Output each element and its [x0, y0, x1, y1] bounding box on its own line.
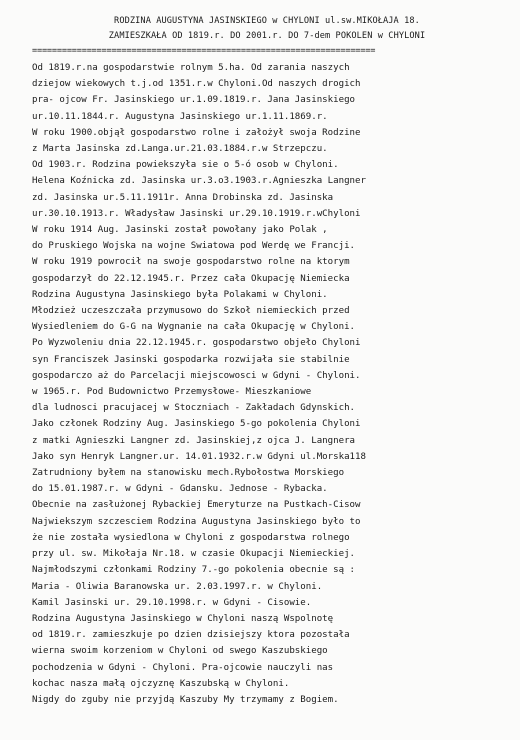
body-line: Zatrudniony byłem na stanowisku mech.Rybołostwa Morskiego [32, 468, 345, 479]
body-line: wierna swoim korzeniom w Chyloni od swego Kaszubskiego [32, 646, 328, 657]
body-line: Helena Koźnicka zd. Jasinska ur.3.o3.1903.r.Agnieszka Langner [32, 176, 366, 187]
body-line: z matki Agnieszki Langner zd. Jasinskiej,z ojca J. Langnera [32, 435, 356, 446]
body-line: Po Wyzwoleniu dnia 22.12.1945.r. gospodarstwo objeło Chyloni [32, 338, 361, 349]
body-line: kochac nasza małą ojczyznę Kaszubską w Chyloni. [32, 678, 290, 689]
body-line: Młodzież uczeszczała przymusowo do Szkoł niemieckich przed [32, 306, 350, 317]
body-line: dla ludnosci pracujacej w Stoczniach - Zakładach Gdynskich. [32, 403, 356, 414]
body-line: Wysiedleniem do G-G na Wygnanie na cała Okupację w Chyloni. [32, 322, 356, 333]
body-line: Jako syn Henryk Langner.ur. 14.01.1932.r.w Gdyni ul.Morska118 [32, 451, 366, 462]
header-line-1: RODZINA AUGUSTYNA JASINSKIEGO w CHYLONI ul.sw.MIKOŁAJA 18. [114, 16, 420, 26]
body-line: dziejow wiekowych t.j.od 1351.r.w Chyloni.Od naszych drogich [32, 79, 361, 90]
document-header [32, 14, 502, 44]
body-line: ur.30.10.1913.r. Władysław Jasinski ur.29.10.1919.r.wChyloni [32, 208, 361, 219]
body-line: przy ul. sw. Mikołaja Nr.18. w czasie Okupacji Niemieckiej. [32, 549, 356, 560]
body-line: W roku 1919 powrocił na swoje gospodarstwo rolne na ktorym [32, 257, 350, 268]
body-line: Od 1819.r.na gospodarstwie rolnym 5.ha. Od zarania naszych [32, 63, 350, 73]
body-line: Najwiekszym szczesciem Rodzina Augustyna Jasinskiego było to [32, 516, 361, 527]
header-line-2: ZAMIESZKAŁA OD 1819.r. DO 2001.r. DO 7-dem POKOLEN w CHYLONI [108, 31, 426, 41]
body-line: Maria - Oliwia Baranowska ur. 2.03.1997.r. w Chyloni. [32, 581, 323, 592]
body-line: Od 1903.r. Rodzina powiekszyła sie o 5-ó osob w Chyloni. [32, 160, 339, 171]
body-line: do Pruskiego Wojska na wojne Swiatowa pod Werdę we Francji. [32, 241, 356, 252]
body-line: pra- ojcow Fr. Jasinskiego ur.1.09.1819.r. Jana Jasinskiego [32, 95, 356, 106]
body-line: zd. Jasinska ur.5.11.1911r. Anna Drobinska zd. Jasinska [32, 192, 334, 203]
body-line: syn Franciszek Jasinski gospodarka rozwijała sie stabilnie [32, 354, 350, 365]
body-line: Jako członek Rodziny Aug. Jasinskiego 5-go pokolenia Chyloni [32, 419, 361, 430]
body-line: W roku 1914 Aug. Jasinski został powołany jako Polak , [32, 225, 328, 236]
body-line: w 1965.r. Pod Budownictwo Przemysłowe- Mieszkaniowe [32, 387, 312, 398]
body-line: pochodzenia w Gdyni - Chyloni. Pra-ojcowie nauczyli nas [32, 662, 334, 673]
header-rule: ===================================================================== [32, 47, 376, 56]
body-line: Nigdy do zguby nie przyjdą Kaszuby My trzymamy z Bogiem. [32, 694, 339, 705]
body-line: Najmłodszymi członkami Rodziny 7.-go pokolenia obecnie są : [32, 565, 356, 576]
body-line: Rodzina Augustyna Jasinskiego była Polakami w Chyloni. [32, 289, 328, 300]
body-line: z Marta Jasinska zd.Langa.ur.21.03.1884.r.w Strzepczu. [32, 144, 328, 155]
body-line: Obecnie na zasłużonej Rybackiej Emeryturze na Pustkach-Cisow [32, 500, 361, 511]
document-body [32, 60, 502, 708]
body-line: Kamil Jasinski ur. 29.10.1998.r. w Gdyni - Cisowie. [32, 597, 312, 608]
body-line: W roku 1900.objął gospodarstwo rolne i założył swoja Rodzine [32, 127, 361, 138]
body-line: ur.10.11.1844.r. Augustyna Jasinskiego ur.1.11.1869.r. [32, 111, 328, 122]
body-line: Rodzina Augustyna Jasinskiego w Chyloni naszą Wspolnotę [32, 613, 334, 624]
body-line: do 15.01.1987.r. w Gdyni - Gdansku. Jednose - Rybacka. [32, 484, 328, 495]
body-line: że nie została wysiedlona w Chyloni z gospodarstwa rolnego [32, 532, 350, 543]
body-line: od 1819.r. zamieszkuje po dzien dzisiejszy ktora pozostała [32, 630, 350, 641]
body-line: gospodarzył do 22.12.1945.r. Przez cała Okupację Niemiecka [32, 273, 350, 284]
body-line: gospodarczo aż do Parcelacji miejscowosci w Gdyni - Chyloni. [32, 370, 361, 381]
